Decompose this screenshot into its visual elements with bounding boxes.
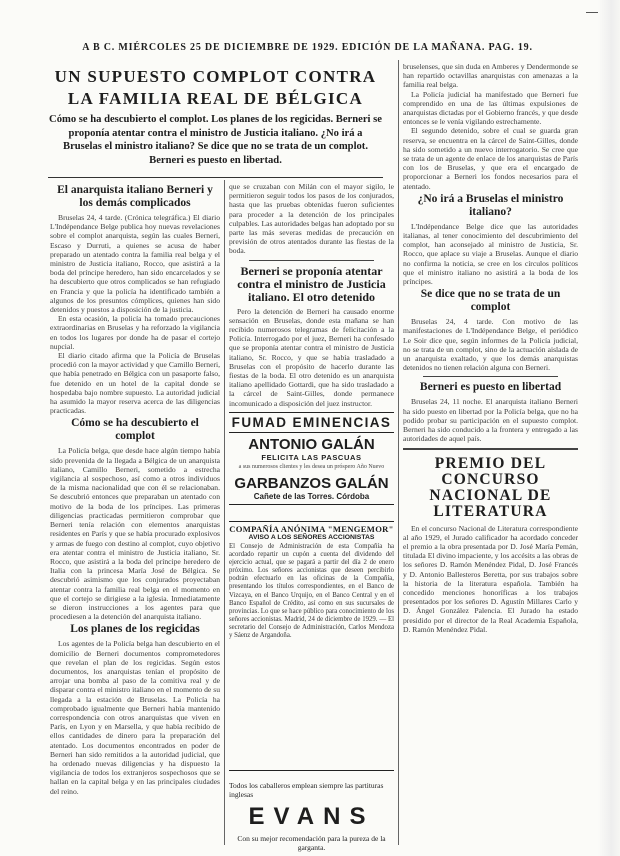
section-divider (249, 260, 374, 261)
col3-paragraph: Bruselas 24, 4 tarde. Con motivo de las manifestaciones de L'Indépendance Belge, el periódico Le Soir dice que, según informes de la Policía judicial, no se trata de un complot, sino de la actuación aislada de un anarquista exaltado, y que los demás anarquistas detenidos no tienen relación alguna con Berneri. (403, 317, 578, 373)
main-headline: UN SUPUESTO COMPLOT CONTRA LA FAMILIA REAL DE BÉLGICA (54, 67, 377, 108)
ad-galan-name: ANTONIO GALÁN (248, 436, 375, 453)
col1-paragraph: Los agentes de la Policía belga han descubierto en el domicilio de Berneri documentos comprometedores que revelan el plan de los regicidas. Según estos documentos, los anarquistas tenían el propósito de arrojar una bomba al paso de la comitiva real y de disparar contra el ministro italiano en el momento de su llegada a la estación de Bruselas. La Policía ha comprobado igualmente que Berneri había mantenido correspondencia con otros anarquistas que viven en París, en Lyon y en Marsella, y que había recibido de ellos cantidades de dinero para la preparación del atentado. Los documentos encontrados en poder de Berneri han sido remitidos a la autoridad judicial, que ha ordenado nuevas diligencias y ha dispuesto la vigilancia de todos los extranjeros sospechosos que se hallan en la capital belga y en las principales ciudades del reino. (50, 639, 220, 796)
col1-paragraph: La Policía belga, que desde hace algún tiempo había sido prevenida de la llegada a Bélgica de un anarquista italiano, Camillo Berneri, sometido a estrecha vigilancia al sospechoso, así como a otros individuos de la misma nacionalidad que con él se relacionaban. Se descubrió entonces que preparaban un atentado con motivo de la boda de los príncipes. Las primeras diligencias practicadas permitieron comprobar que Berneri tenía relación con elementos anarquistas residentes en París y que se había procurado explosivos y armas de fuego con destino al complot, cuyo objetivo era atentar contra el ministro de Justicia italiano, Sr. Rocco, que asistirá a la boda del príncipe heredero de Italia con la princesa María José de Bélgica. Se descubrió asimismo que los conjurados proyectaban atentar contra la familia real belga en el momento en que el cortejo se dirigiese a la iglesia. Inmediatamente se dieron instrucciones a los agentes para que procediesen a la detención del anarquista italiano. (50, 446, 220, 622)
column-3 (403, 62, 578, 847)
col1-paragraph: El diario citado afirma que la Policía de Bruselas procedió con la mayor actividad y que Camillo Berneri, que había penetrado en Bélgica con un pasaporte falso, fue detenido en un hotel de la capital donde se hospedaba bajo nombre supuesto. La autoridad judicial ha asumido la mayor reserva acerca de las diligencias practicadas. (50, 351, 220, 416)
col1-subhead-berneri: El anarquista italiano Berneri y los demás complicados (57, 184, 213, 209)
section-divider (403, 448, 578, 450)
ad-evans-intro: Todos los caballeros emplean siempre las partituras inglesas (229, 781, 384, 799)
col2-subhead-minister: Berneri se proponía atentar contra el ministro de Justicia italiano. El otro detenido (237, 263, 386, 304)
advert-evans (229, 781, 394, 852)
ad-evans-brand: EVANS (248, 803, 375, 830)
notice-subtitle: AVISO A LOS SEÑORES ACCIONISTAS (248, 534, 375, 541)
page-edge (598, 0, 620, 856)
section-divider (423, 376, 558, 377)
col3-paragraph: L'Indépendance Belge dice que las autoridades italianas, al tener conocimiento del descubrimiento del complot, han aconsejado al ministro de Justicia, Sr. Rocco, que aplace su viaje a Bruselas. Aunque el diario no confirma la noticia, se cree en los círculos políticos que el ministro italiano no asistirá a la boda de los príncipes. (403, 221, 578, 287)
notice-company-name: COMPAÑÍA ANÓNIMA "MENGEMOR" (229, 521, 394, 534)
dek-rule (48, 177, 383, 178)
col3-paragraph: Bruselas 24, 11 noche. El anarquista italiano Berneri ha sido puesto en libertad por la Policía belga, que no ha podido probar su participación en el supuesto complot. Berneri ha sido conducido a la frontera y entregado a las autoridades de aquel país. (403, 397, 578, 444)
col1-paragraph: En esta ocasión, la policía ha tomado precauciones extraordinarias en Bruselas y ha reforzado la vigilancia en todos los lugares por donde ha de pasar el cortejo nupcial. (50, 314, 220, 351)
column-rule-1 (224, 180, 225, 845)
col1-subhead-plans: Los planes de los regicidas (70, 623, 200, 636)
ad-garbanzos-title: GARBANZOS GALÁN (234, 475, 389, 492)
ad-galan-note: a sus numerosos clientes y les desea un próspero Año Nuevo (238, 464, 385, 470)
col1-subhead-discovery: Cómo se ha descubierto el complot (71, 417, 199, 443)
running-head: A B C. MIÉRCOLES 25 DE DICIEMBRE DE 1929. EDICIÓN DE LA MAÑANA. PAG. 19. (82, 42, 533, 53)
column-2-text (229, 182, 394, 408)
col3-paragraph: El segundo detenido, sobre el cual se guarda gran reserva, se encuentra en la cárcel de Saint-Gilles, donde ha sido sometido a un nuevo interrogatorio. Se cree que se trata de un agente de enlace de los anarquistas de París con los de Bruselas, y que era el encargado de proporcionar a Berneri los fondos necesarios para el atentado. (403, 126, 578, 191)
column-1 (50, 182, 220, 847)
advert-eminencias-galan (229, 412, 394, 505)
ad-eminencias-title: FUMAD EMINENCIAS (229, 413, 394, 433)
col1-paragraph: Bruselas 24, 4 tarde. (Crónica telegráfica.) El diario L'Indépendance Belge publica hoy nuevas revelaciones sobre el complot anarquista, según las cuales Berneri, Escaso y Durruti, a quienes se acusa de haber preparado un atentado contra la familia real belga y el ministro de Justicia italiano, Rocco, que asistirá a la boda del príncipe heredero, han sido encarcelados y se ha descubierto que otros complicados se han refugiado en Francia y que la policía ha identificado también a algunos de los presuntos cómplices, quienes han sido detenidos y puestos a disposición de la justicia. (50, 213, 220, 315)
main-dek: Cómo se ha descubierto el complot. Los planes de los regicidas. Berneri se proponía atentar contra el ministro de Justicia italiano. ¿No irá a Bruselas el ministro italiano? Se dice que no se trata de un complot. Berneri es puesto en libertad. (49, 114, 382, 166)
notice-mengemor (229, 521, 394, 771)
col3-subhead-released: Berneri es puesto en libertad (419, 381, 562, 394)
col3-subhead-no-plot: Se dice que no se trata de un complot (420, 288, 561, 314)
column-rule-2 (398, 60, 399, 845)
ad-evans-tagline: Con su mejor recomendación para la pureza de la garganta. (237, 834, 386, 852)
notice-body: El Consejo de Administración de esta Compañía ha acordado repartir un cupón a cuenta del dividendo del ejercicio actual, que se pagará a partir del día 2 de enero próximo. Los señores accionistas que deseen percibirlo podrán efectuarlo en las oficinas de la Compañía, presentando los títulos correspondientes, en el Banco de Vizcaya, en el Banco Urquijo, en el Banco Central y en el Banco Español de Crédito, así como en sus sucursales de provincias. Lo que se hace público para conocimiento de los señores accionistas. Madrid, 24 de diciembre de 1929. — El secretario del Consejo de Administración, Carlos Mendoza y Sáenz de Argandoña. (229, 543, 394, 640)
col3-paragraph: En el concurso Nacional de Literatura correspondiente al año 1929, el Jurado calificador ha acordado conceder el premio a la obra presentada por D. José María Pemán, titulada El divino impaciente, y los accésits a las obras de los señores D. Ramón Menéndez Pidal, D. José Francés y D. Antonio Ballesteros Beretta, por sus trabajos sobre la historia de la literatura española. También ha concedido menciones honoríficas a los trabajos presentados por los señores D. Agustín Millares Carlo y D. Ángel González Palencia. El Jurado ha estado presidido por el director de la Real Academia Española, D. Ramón Menéndez Pidal. (403, 523, 578, 634)
col3-subhead-minister-trip: ¿No irá a Bruselas el ministro italiano? (417, 192, 564, 218)
col3-paragraph: bruselenses, que sin duda en Amberes y Dendermonde se han repartido octavillas anarquistas con amenazas a la familia real belga. (403, 62, 578, 90)
col3-paragraph: La Policía judicial ha manifestado que Berneri fue comprendido en una de las últimas expulsiones de anarquistas dictadas por el Gobierno francés, y que desde entonces se le venía vigilando estrechamente. (403, 89, 578, 127)
col2-paragraph: Pero la detención de Berneri ha causado enorme sensación en Bruselas, donde esta mañana se han recibido numerosos telegramas de felicitación a la Policía. Interrogado por el juez, Berneri ha confesado que se proponía atentar contra el ministro de Justicia italiano, Sr. Rocco, y que se había trasladado a Bruselas con el propósito de hacerlo durante las fiestas de la boda. El otro detenido es un anarquista italiano apellidado Gottardi, que ha sido trasladado a la cárcel de Saint-Gilles, donde permanece incomunicado a disposición del juez instructor. (229, 306, 394, 408)
ad-galan-greeting: FELICITA LAS PASCUAS (261, 453, 362, 462)
ad-garbanzos-place: Cañete de las Torres. Córdoba (253, 492, 370, 501)
col2-paragraph: que se cruzaban con Milán con el mayor sigilo, le permitieron seguir todos los pasos de los conjurados, hasta que las pruebas obtenidas fueron suficientes para proceder a la detención de los principales culpables. Las autoridades belgas han adoptado por su parte las más severas medidas de precaución en previsión de otros atentados durante las fiestas de la boda. (229, 182, 394, 256)
prize-headline: PREMIO DEL CONCURSO NACIONAL DE LITERATURA (429, 454, 552, 520)
